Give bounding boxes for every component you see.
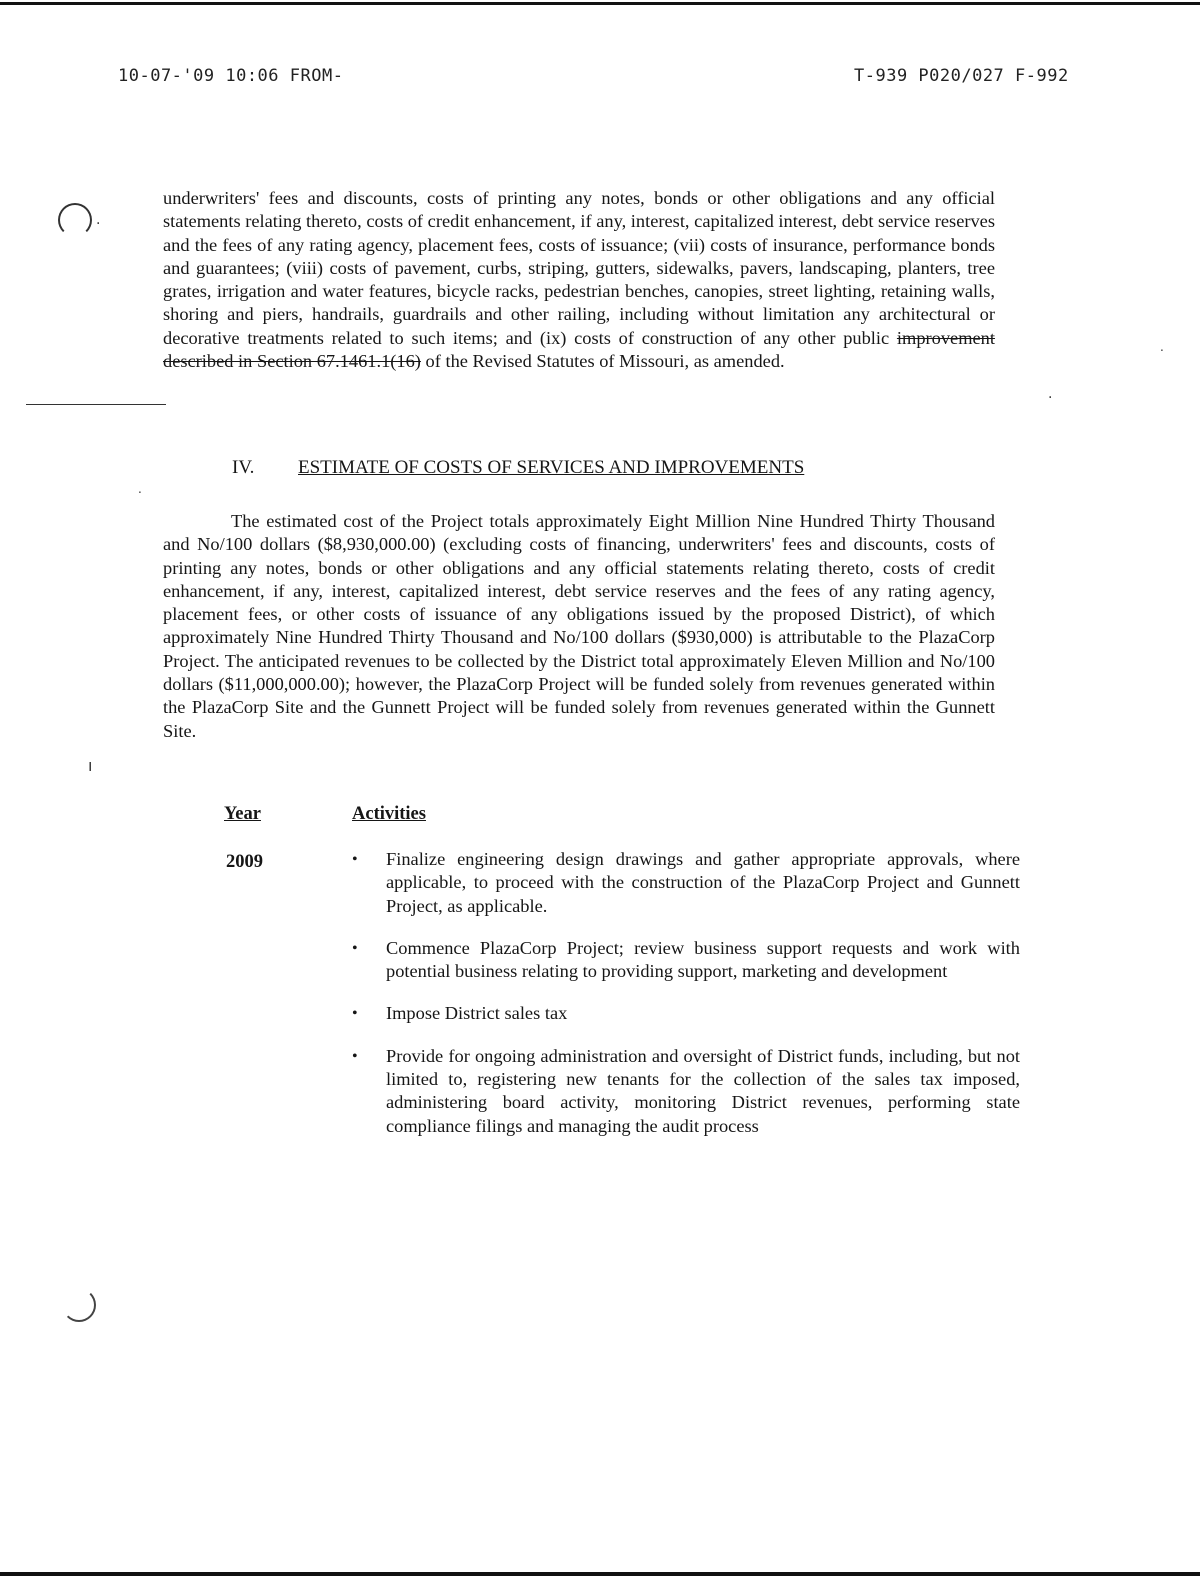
bullet-icon: • <box>352 851 358 868</box>
list-item <box>352 848 1020 918</box>
scan-speck: . <box>96 212 101 228</box>
paragraph-1-text: underwriters' fees and discounts, costs of printing any notes, bonds or other obligations and any official statements relating thereto, costs of credit enhancement, if any, interest, capitalized interest, debt service reserves and the fees of any rating agency, placement fees, costs of issuance; (vii) costs of insurance, performance bonds and guarantees; (viii) costs of pavement, curbs, striping, gutters, sidewalks, pavers, landscaping, planters, tree grates, irrigation and water features, bicycle racks, pedestrian benches, canopies, street lighting, retaining walls, shoring and piers, handrails, guardrails and other railing, including without limitation any architectural or decorative treatments related to such items; and (ix) costs of construction of any other public <box>163 188 995 348</box>
bullet-icon: • <box>352 1005 358 1023</box>
activity-text: Provide for ongoing administration and oversight of District funds, including, but not limited to, registering new tenants for the collection of the sales tax imposed, administering board activity, monitoring District revenues, performing state compliance filings and managing the audit process <box>386 1045 1020 1136</box>
list-item <box>352 1045 1020 1138</box>
paragraph-1-end: of the Revised Statutes of Missouri, as amended. <box>425 351 785 372</box>
struck-text: improvement described in Section 67.1461.1(16) <box>163 327 995 372</box>
activity-text: Finalize engineering design drawings and gather appropriate approvals, where applicable, to proceed with the construction of the PlazaCorp Project and Gunnett Project, as applicable. <box>386 849 1020 916</box>
fax-header-right: T-939 P020/027 F-992 <box>854 66 1069 86</box>
activity-text: Commence PlazaCorp Project; review business support requests and work with potential business relating to providing support, marketing and development <box>386 937 1020 982</box>
schedule-year: 2009 <box>226 852 263 872</box>
fax-top-border <box>0 2 1200 5</box>
fax-bottom-border <box>0 1572 1200 1576</box>
punch-hole-mark-top <box>58 203 92 237</box>
section-number: IV. <box>232 457 255 478</box>
paragraph-cost-estimate: The estimated cost of the Project totals approximately Eight Million Nine Hundred Thirty Thousand and No/100 dollars ($8,930,000.00) (excluding costs of financing, underwriters' fees and discounts, costs of printing any notes, bonds or other obligations and any official statements relating thereto, costs of credit enhancement, if any, interest, capitalized interest, debt service reserves and the fees of any rating agency, placement fees, or other costs of issuance of any obligations issued by the proposed District), of which approximately Nine Hundred Thirty Thousand and No/100 dollars ($930,000) is attributable to the PlazaCorp Project. The anticipated revenues to be collected by the District total approximately Eleven Million and No/100 dollars ($11,000,000.00); however, the PlazaCorp Project will be funded solely from revenues generated within the PlazaCorp Site and the Gunnett Project will be funded solely from revenues generated within the Gunnett Site. <box>163 511 995 741</box>
fax-header-left: 10-07-'09 10:06 FROM- <box>118 66 344 86</box>
strike-rule-margin <box>26 404 166 405</box>
section-heading <box>232 457 804 479</box>
punch-hole-mark-bottom <box>62 1288 96 1322</box>
scan-speck: . <box>1048 386 1053 402</box>
section-title: ESTIMATE OF COSTS OF SERVICES AND IMPROVEMENTS <box>298 457 805 478</box>
bullet-icon: • <box>352 939 358 957</box>
activities-list <box>352 848 1020 1157</box>
year-column-header: Year <box>224 804 261 824</box>
paragraph-costs-continued <box>163 187 995 373</box>
scan-speck: . <box>138 482 142 496</box>
list-item <box>352 937 1020 984</box>
bullet-icon: • <box>352 1047 358 1065</box>
activities-column-header: Activities <box>352 804 426 824</box>
list-item <box>352 1002 1020 1025</box>
scan-speck: ı <box>88 756 93 775</box>
activity-text: Impose District sales tax <box>386 1003 568 1024</box>
scan-speck: . <box>1160 340 1164 354</box>
